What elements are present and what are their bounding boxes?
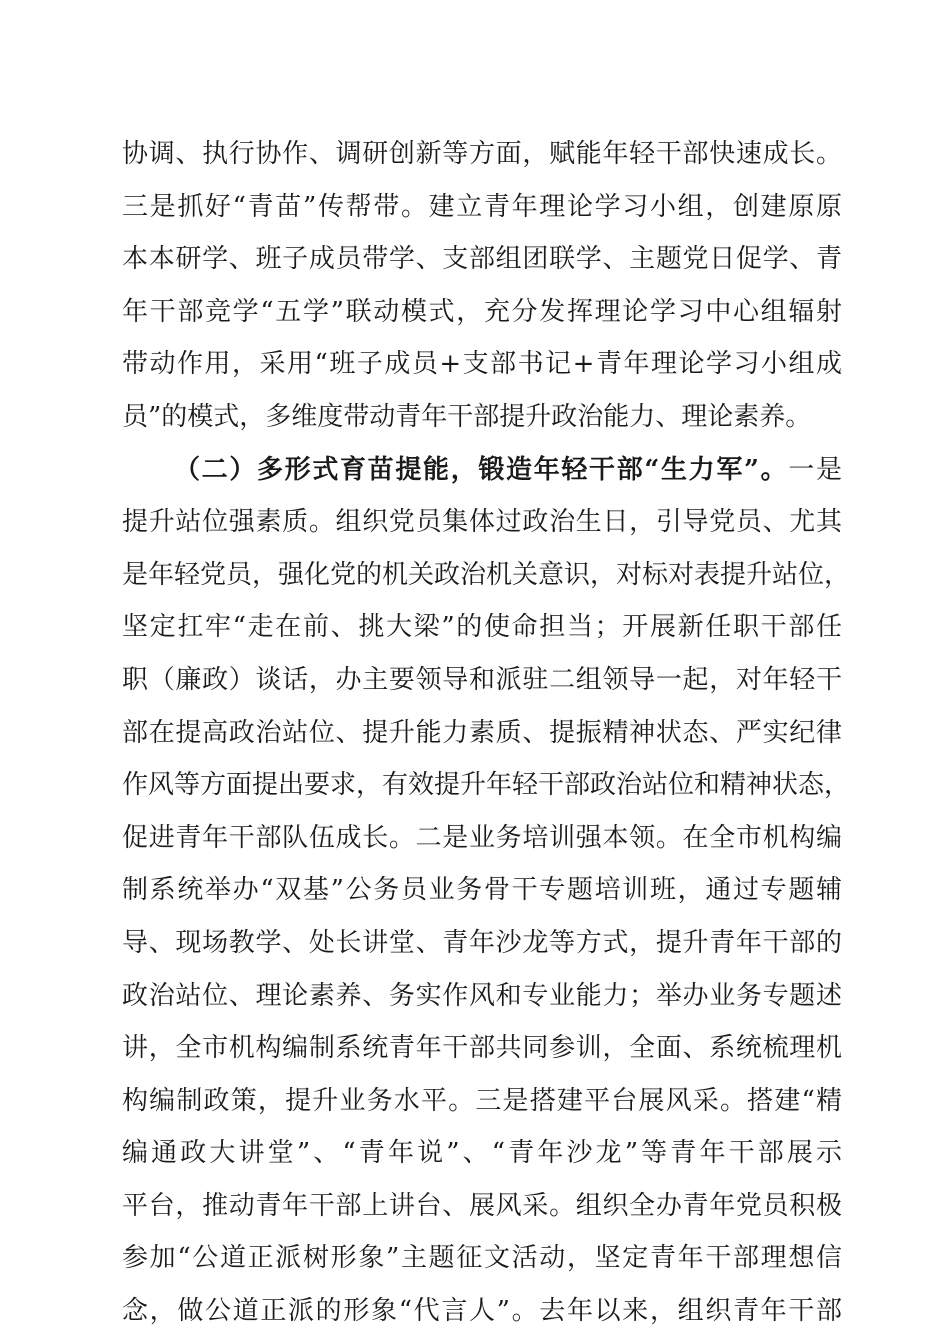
text-line: 本本研学、班子成员带学、支部组团联学、主题党日促学、青 [122, 244, 842, 275]
section-heading-continuation: 一是 [788, 454, 842, 485]
text-line: 平台，推动青年干部上讲台、展风采。组织全办青年党员积极 [122, 1190, 842, 1221]
text-line: 构编制政策，提升业务水平。三是搭建平台展风采。搭建“精 [122, 1085, 842, 1116]
text-line: 导、现场教学、处长讲堂、青年沙龙等方式，提升青年干部的 [122, 927, 842, 958]
text-line: 制系统举办“双基”公务员业务骨干专题培训班，通过专题辅 [122, 875, 842, 906]
text-line: 带动作用，采用“班子成员+支部书记+青年理论学习小组成 [122, 349, 842, 380]
text-line: 坚定扛牢“走在前、挑大梁”的使命担当；开展新任职干部任 [122, 612, 842, 643]
section-heading-line [122, 444, 842, 497]
text-line: 作风等方面提出要求，有效提升年轻干部政治站位和精神状态， [122, 770, 851, 801]
body-text [122, 128, 851, 1338]
text-line: 提升站位强素质。组织党员集体过政治生日，引导党员、尤其 [122, 507, 842, 538]
text-line: 促进青年干部队伍成长。二是业务培训强本领。在全市机构编 [122, 822, 842, 853]
text-line: 年干部竞学“五学”联动模式，充分发挥理论学习中心组辐射 [122, 296, 842, 327]
text-line: 讲，全市机构编制系统青年干部共同参训，全面、系统梳理机 [122, 1033, 842, 1064]
text-line: 员”的模式，多维度带动青年干部提升政治能力、理论素养。 [122, 401, 812, 432]
text-line: 编通政大讲堂”、“青年说”、“青年沙龙”等青年干部展示 [122, 1138, 842, 1169]
text-line: 职（廉政）谈话，办主要领导和派驻二组领导一起，对年轻干 [122, 664, 842, 695]
section-heading: （二）多形式育苗提能，锻造年轻干部“生力军”。 [174, 454, 789, 485]
text-line: 参加“公道正派树形象”主题征文活动，坚定青年干部理想信 [122, 1243, 842, 1274]
text-line: 念，做公道正派的形象“代言人”。去年以来，组织青年干部 [122, 1296, 842, 1327]
text-line: 三是抓好“青苗”传帮带。建立青年理论学习小组，创建原原 [122, 191, 842, 222]
text-line: 政治站位、理论素养、务实作风和专业能力；举办业务专题述 [122, 980, 842, 1011]
text-line: 是年轻党员，强化党的机关政治机关意识，对标对表提升站位， [122, 559, 851, 590]
text-line: 部在提高政治站位、提升能力素质、提振精神状态、严实纪律 [122, 717, 842, 748]
text-line: 协调、执行协作、调研创新等方面，赋能年轻干部快速成长。 [122, 139, 842, 169]
